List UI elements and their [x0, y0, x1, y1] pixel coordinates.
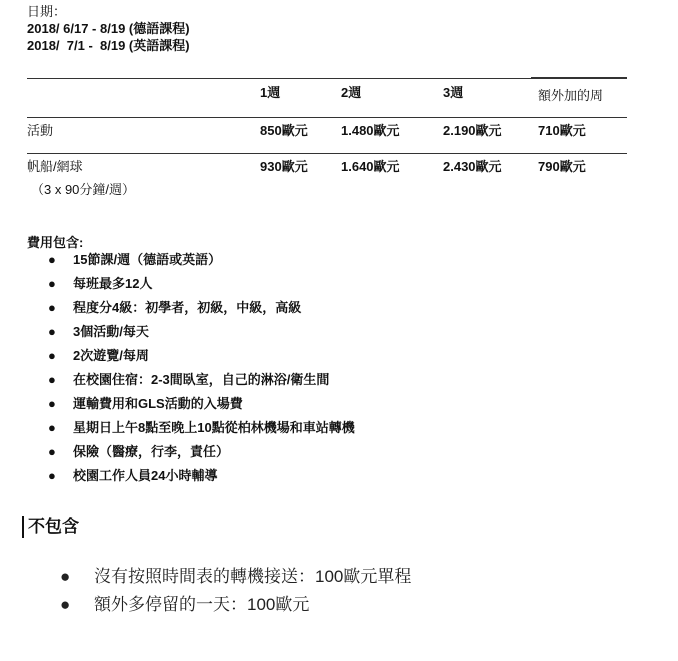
date-english-course: 2018/ 7/1 - 8/19 (英語課程): [27, 38, 190, 53]
date-label: 日期：: [27, 4, 67, 19]
excludes-list: [0, 564, 411, 620]
list-item: ● 運輸費用和GLS活動的入場費: [0, 394, 355, 418]
list-item: ● 在校園住宿：2-3間臥室，自己的淋浴/衛生間: [0, 370, 355, 394]
list-item: ● 3個活動/每天: [0, 322, 355, 346]
bullet-icon: ●: [48, 396, 56, 411]
header-extra-week: 額外加的周: [538, 88, 604, 103]
bullet-icon: ●: [60, 567, 71, 586]
date-german-course: 2018/ 6/17 - 8/19 (德語課程): [27, 21, 190, 36]
row-activities-2-weeks: 1.480歐元: [341, 123, 400, 138]
header-1-week: 1週: [260, 85, 281, 100]
header-3-weeks: 3週: [443, 85, 464, 100]
bullet-icon: ●: [48, 468, 56, 483]
table-row-rule: [27, 153, 627, 154]
list-item: ● 保險（醫療，行李，責任）: [0, 442, 355, 466]
includes-list: [0, 250, 355, 490]
row-sailing-extra-week: 790歐元: [538, 159, 586, 174]
table-top-rule: [27, 78, 627, 79]
header-2-weeks: 2週: [341, 85, 362, 100]
bullet-icon: ●: [48, 324, 56, 339]
bullet-icon: ●: [48, 444, 56, 459]
list-item: ● 每班最多12人: [0, 274, 355, 298]
row-sailing-label: 帆船/網球: [27, 159, 83, 174]
row-activities-1-week: 850歐元: [260, 123, 308, 138]
list-item: ● 星期日上午8點至晚上10點從柏林機場和車站轉機: [0, 418, 355, 442]
bullet-icon: ●: [48, 252, 56, 267]
row-activities-label: 活動: [27, 123, 54, 138]
date-section: [27, 3, 190, 54]
bullet-icon: ●: [48, 300, 56, 315]
bullet-icon: ●: [48, 372, 56, 387]
row-sailing-1-week: 930歐元: [260, 159, 308, 174]
excludes-title: 不包含: [22, 516, 79, 538]
bullet-icon: ●: [48, 348, 56, 363]
list-item: ● 15節課/週（德語或英語）: [0, 250, 355, 274]
bullet-icon: ●: [48, 420, 56, 435]
bullet-icon: ●: [60, 595, 71, 614]
list-item: ● 校園工作人員24小時輔導: [0, 466, 355, 490]
table-header-rule: [27, 117, 627, 118]
row-sailing-3-weeks: 2.430歐元: [443, 159, 502, 174]
list-item: ● 2次遊覽/每周: [0, 346, 355, 370]
row-activities-3-weeks: 2.190歐元: [443, 123, 502, 138]
list-item: ● 沒有按照時間表的轉機接送：100歐元單程: [0, 564, 411, 592]
row-sailing-2-weeks: 1.640歐元: [341, 159, 400, 174]
row-sailing-sublabel: （3 x 90分鐘/週）: [31, 182, 136, 197]
includes-title: 費用包含:: [27, 235, 84, 250]
table-top-rule-extra: [531, 77, 627, 78]
list-item: ● 程度分4級：初學者，初級，中級，高級: [0, 298, 355, 322]
row-activities-extra-week: 710歐元: [538, 123, 586, 138]
bullet-icon: ●: [48, 276, 56, 291]
list-item: ● 額外多停留的一天：100歐元: [0, 592, 411, 620]
